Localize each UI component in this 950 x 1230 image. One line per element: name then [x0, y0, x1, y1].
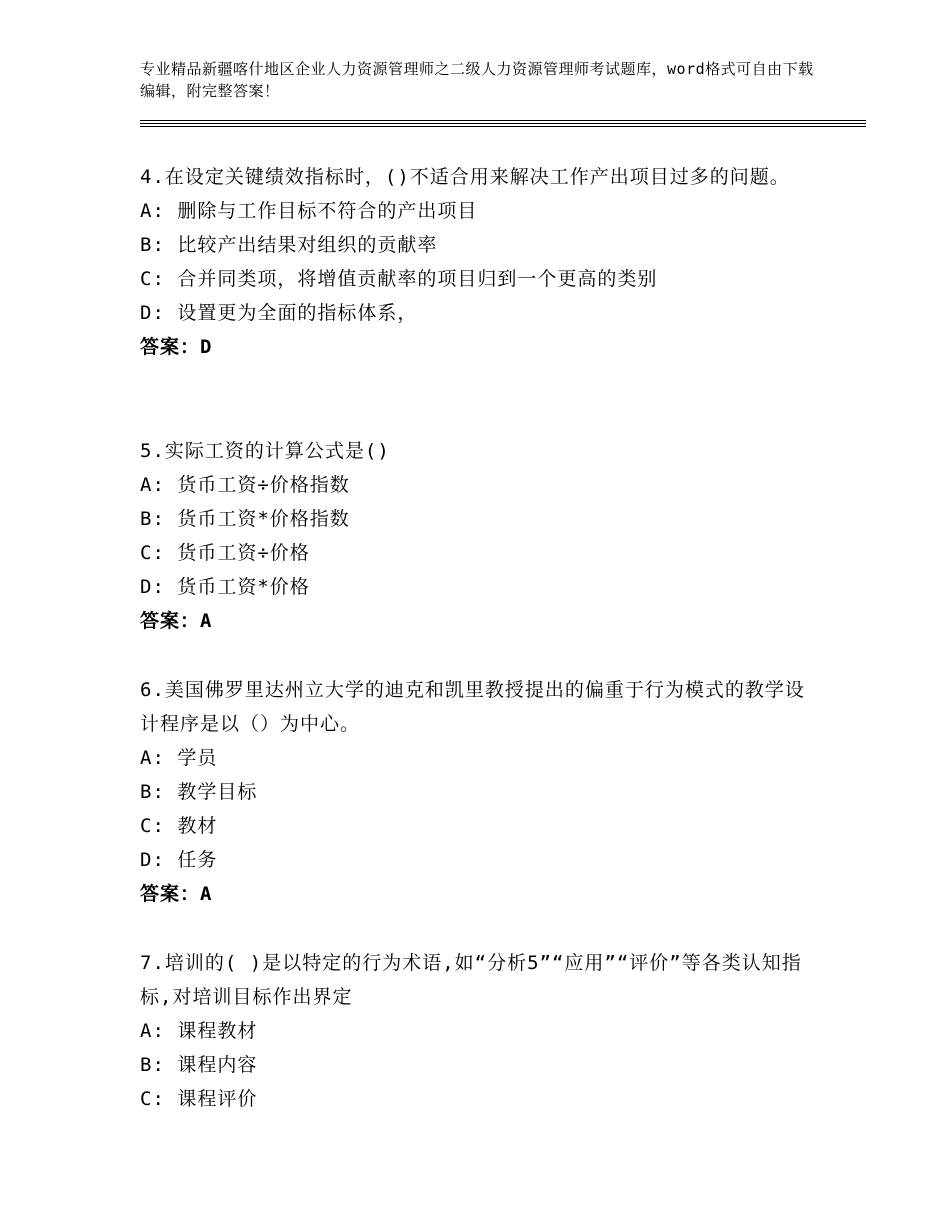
question-stem: 6.美国佛罗里达州立大学的迪克和凯里教授提出的偏重于行为模式的教学设计程序是以（）为中心。 — [140, 679, 805, 735]
option-c: C: 课程评价 — [140, 1088, 258, 1110]
answer: 答案：A — [140, 610, 213, 632]
option-c: C: 合并同类项，将增值贡献率的项目归到一个更高的类别 — [140, 268, 658, 290]
option-a: A: 货币工资÷价格指数 — [140, 474, 350, 496]
option-b: B: 货币工资*价格指数 — [140, 508, 350, 530]
document-header: 专业精品新疆喀什地区企业人力资源管理师之二级人力资源管理师考试题库，word格式可自由下载编辑，附完整答案！ — [140, 60, 814, 100]
question-4 — [140, 160, 820, 364]
question-stem: 5.实际工资的计算公式是() — [140, 440, 390, 462]
option-c: C: 货币工资÷价格 — [140, 542, 310, 564]
question-6 — [140, 673, 820, 911]
answer: 答案：A — [140, 883, 213, 905]
header-divider — [140, 123, 866, 124]
question-stem: 7.培训的( )是以特定的行为术语,如“分析5”“应用”“评价”等各类认知指标,对培训目标作出界定 — [140, 952, 802, 1008]
question-5 — [140, 434, 820, 638]
option-d: D: 货币工资*价格 — [140, 576, 310, 598]
question-7 — [140, 946, 820, 1116]
header-divider — [140, 120, 866, 121]
question-stem: 4.在设定关键绩效指标时，()不适合用来解决工作产出项目过多的问题。 — [140, 166, 790, 188]
option-a: A: 删除与工作目标不符合的产出项目 — [140, 200, 478, 222]
option-b: B: 课程内容 — [140, 1054, 258, 1076]
option-d: D: 任务 — [140, 849, 218, 871]
option-b: B: 比较产出结果对组织的贡献率 — [140, 234, 438, 256]
header-divider — [140, 126, 866, 127]
option-b: B: 教学目标 — [140, 781, 258, 803]
answer: 答案：D — [140, 336, 213, 358]
option-a: A: 课程教材 — [140, 1020, 258, 1042]
option-a: A: 学员 — [140, 747, 218, 769]
option-d: D: 设置更为全面的指标体系， — [140, 302, 418, 324]
option-c: C: 教材 — [140, 815, 218, 837]
